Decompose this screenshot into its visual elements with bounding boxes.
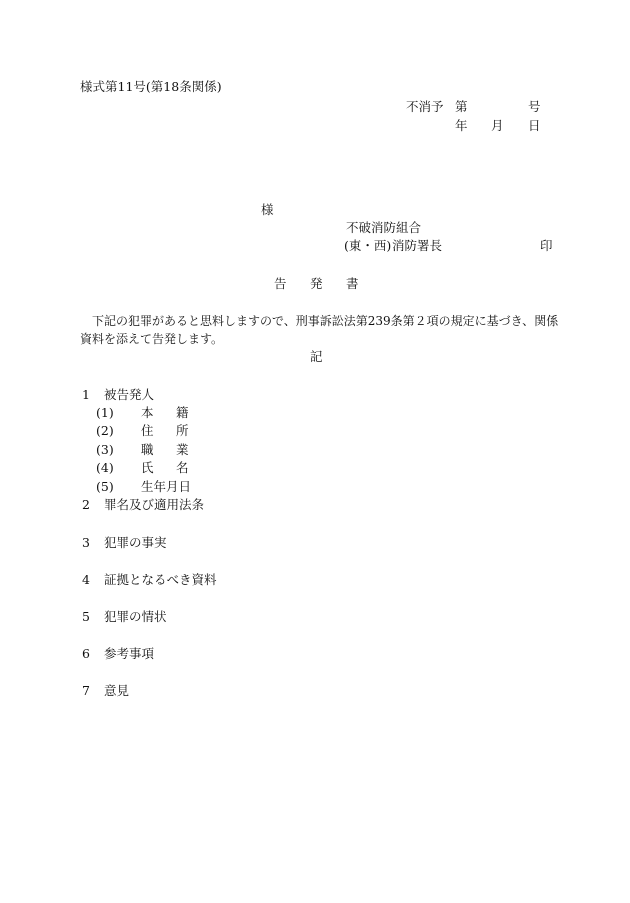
date-year: 年	[455, 118, 468, 133]
sender-organization: 不破消防組合	[346, 220, 422, 235]
subitem-char-1: 住	[141, 423, 154, 438]
body-line-1: 下記の犯罪があると思料しますので、刑事訴訟法第239条第２項の規定に基づき、関係	[92, 314, 559, 328]
subitem-number: (5)	[96, 479, 114, 494]
subitem-number: (3)	[96, 442, 114, 457]
item-number: 1	[82, 387, 90, 402]
subitem-number: (2)	[96, 423, 114, 438]
form-label: 様式第11号(第18条関係)	[80, 79, 222, 94]
item-label: 犯罪の事実	[104, 535, 167, 550]
doc-number-go: 号	[528, 99, 541, 114]
item-number: 3	[82, 535, 90, 550]
item-label: 意見	[104, 683, 130, 698]
date-month: 月	[491, 118, 504, 133]
ki-heading: 記	[310, 349, 323, 364]
item-number: 6	[82, 646, 90, 661]
subitem-number: (4)	[96, 460, 114, 475]
sender-title: 消防署長	[392, 238, 443, 253]
body-line-2: 資料を添えて告発します。	[80, 332, 224, 346]
subitem-char-2: 名	[176, 460, 189, 475]
subitem-char-2: 業	[176, 442, 189, 457]
item-label: 罪名及び適用法条	[104, 497, 205, 512]
subitem-number: (1)	[96, 405, 114, 420]
doc-title-char-3: 書	[346, 276, 359, 291]
subitem-char-2: 籍	[176, 405, 189, 420]
subitem-label: 生年月日	[141, 479, 192, 494]
item-number: 7	[82, 683, 90, 698]
doc-title-char-2: 発	[310, 276, 323, 291]
subitem-char-1: 氏	[141, 460, 154, 475]
doc-number-dai: 第	[455, 99, 468, 114]
item-label: 犯罪の情状	[104, 609, 167, 624]
seal-mark: 印	[540, 238, 553, 253]
item-number: 5	[82, 609, 90, 624]
date-day: 日	[528, 118, 541, 133]
subitem-char-1: 職	[141, 442, 154, 457]
addressee-suffix: 様	[261, 202, 274, 217]
doc-title-char-1: 告	[274, 276, 287, 291]
item-label: 参考事項	[104, 646, 155, 661]
item-number: 2	[82, 497, 90, 512]
item-number: 4	[82, 572, 90, 587]
subitem-char-2: 所	[176, 423, 189, 438]
item-label: 被告発人	[104, 387, 155, 402]
subitem-char-1: 本	[141, 405, 154, 420]
sender-division: (東・西)	[344, 238, 392, 253]
item-label: 証拠となるべき資料	[104, 572, 217, 587]
doc-number-prefix: 不消予	[406, 99, 444, 114]
